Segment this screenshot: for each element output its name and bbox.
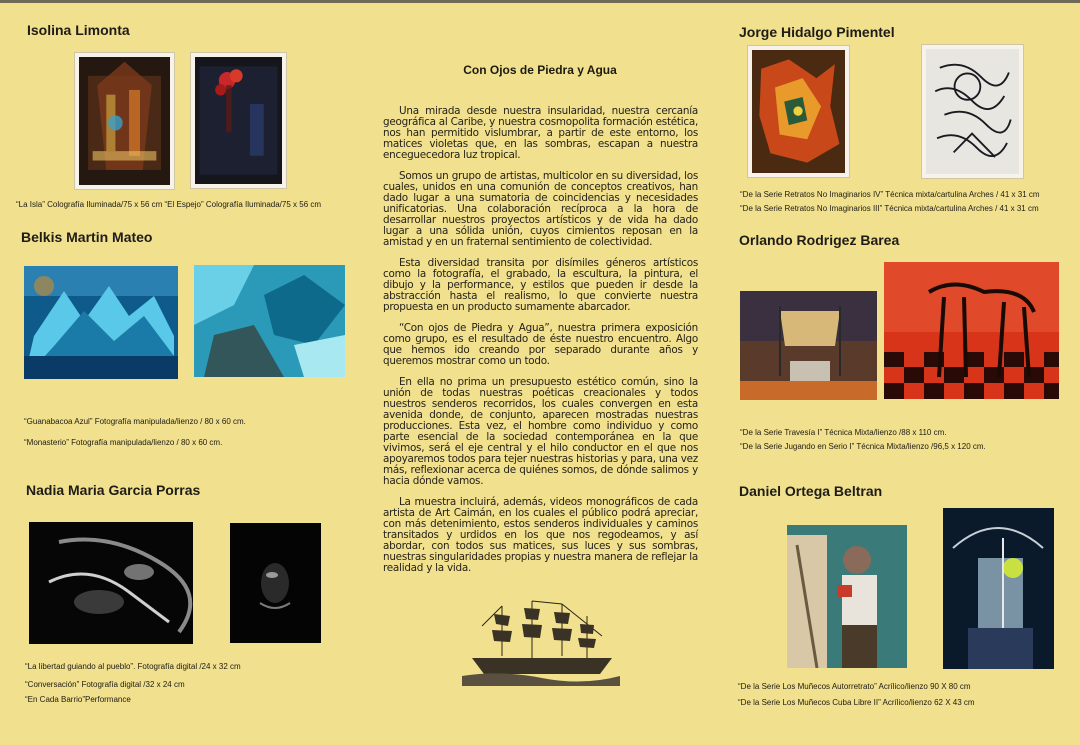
artwork-travesia-i[interactable] [740,291,877,400]
artwork-jugando-en-serio-i[interactable] [884,262,1059,399]
artwork-retratos-iii[interactable] [922,45,1023,178]
artwork-autorretrato[interactable] [787,525,907,668]
essay-paragraph: Una mirada desde nuestra insularidad, nuestra cercanía geográfica al Caribe, y nuestra cosmopolita formación estética, nos han permitido vislumbrar, a partir de este entorno, los matices violetas que, en las sombras, escapan a nuestra enceguecedora luz tropical. [383,105,698,161]
essay-paragraph: En ella no prima un presupuesto estético común, sino la unión de todas nuestras poéticas creacionales y todos nuestros senderos recorridos, los cuales convergen en esta avenida donde, de conjunto, aparecen mostradas nuestras producciones. Esta vez, el hombre como individuo y como parte esencial de la sociedad contemporánea en la que vivimos, será el eje central y el hilo conductor en el que nos apoyaremos todos para tejer nuestras historias y para, una vez más, reflexionar acerca de quiénes somos, de dónde salimos y hacia dónde vamos. [383,376,698,487]
essay-paragraph: Somos un grupo de artistas, multicolor en su diversidad, los cuales, unidos en una comunión de conceptos creativos, han dado lugar a una sumatoria de coincidencias y necesidades unificatorias. Una colaboración recíproca a la hora de desarrollar nuestros proyectos artísticos y de vida ha dado lugar a una sólida unión, cuyos cimientos reposan en la amistad y en un fraternal sentimiento de colectividad. [383,170,698,248]
essay-paragraph: La muestra incluirá, además, videos monográficos de cada artista de Art Caimán, en los cuales el público podrá apreciar, con más detenimiento, estos senderos individuales y caminos transitados y urdidos en los que nos regodeamos, y así abordar, con todos sus matices, sus luces y sus sombras, nuestras singularidades propias y nuestra manera de reflejar la realidad y la vida. [383,496,698,574]
caption-en-cada-barrio: “En Cada Barrio”Performance [25,695,131,704]
artist-name-belkis: Belkis Martin Mateo [21,229,153,245]
artwork-retratos-iv[interactable] [748,46,849,177]
caption-monasterio: “Monasterio” Fotografía manipulada/lienzo / 80 x 60 cm. [24,438,223,447]
caption-la-libertad: “La libertad guiando al pueblo”. Fotografía digital /24 x 32 cm [25,662,241,671]
caption-conversacion: “Conversación” Fotografía digital /32 x 24 cm [25,680,185,689]
essay-title: Con Ojos de Piedra y Agua [463,63,617,77]
artist-name-isolina: Isolina Limonta [27,22,130,38]
caption-guanabacoa-azul: “Guanabacoa Azul” Fotografía manipulada/lienzo / 80 x 60 cm. [24,417,246,426]
artist-name-daniel: Daniel Ortega Beltran [739,483,883,499]
artwork-el-espejo[interactable] [191,53,286,188]
caption-autorretrato: “De la Serie Los Muñecos Autorretrato” Acrílico/lienzo 90 X 80 cm [738,682,971,691]
artwork-guanabacoa-azul[interactable] [24,266,178,379]
caption-isolina: “La Isla” Colografía Iluminada/75 x 56 cm “El Espejo” Colografía Iluminada/75 x 56 cm [16,200,322,209]
artwork-monasterio[interactable] [194,265,345,377]
caption-retratos-iii: “De la Serie Retratos No Imaginarios III” Técnica mixta/cartulina Arches / 41 x 31 cm [740,204,1039,213]
artwork-la-isla[interactable] [75,53,174,189]
caption-jugando-en-serio-i: “De la Serie Jugando en Serio I” Técnica Mixta/lienzo /96,5 x 120 cm. [740,442,986,451]
artist-name-orlando: Orlando Rodrigez Barea [739,232,900,248]
caption-travesia-i: “De la Serie Travesía I” Técnica Mixta/lienzo /88 x 110 cm. [740,428,947,437]
artwork-la-libertad[interactable] [29,522,193,644]
caption-cuba-libre-ii: “De la Serie Los Muñecos Cuba Libre II” Acrílico/lienzo 62 X 43 cm [738,698,975,707]
artist-name-jorge: Jorge Hidalgo Pimentel [739,24,895,40]
essay-body [383,106,698,584]
top-edge [0,0,1080,3]
essay-paragraph: Esta diversidad transita por disímiles géneros artísticos como la fotografía, el grabado, la escultura, la pintura, el dibujo y la performance, y estilos que pueden ir desde la abstracción hasta el realismo, lo que convierte nuestra propuesta en un producto sumamente abarcador. [383,257,698,313]
essay-paragraph: “Con ojos de Piedra y Agua”, nuestra primera exposición como grupo, es el resultado de éste nuestro encuentro. Algo que hemos ido creando por separado durante años y queremos mostrar como un todo. [383,322,698,367]
artwork-cuba-libre-ii[interactable] [943,508,1054,669]
artwork-conversacion[interactable] [230,523,321,643]
caption-retratos-iv: “De la Serie Retratos No Imaginarios IV” Técnica mixta/cartulina Arches / 41 x 31 cm [740,190,1040,199]
ship-engraving [462,596,620,691]
artist-name-nadia: Nadia Maria Garcia Porras [26,482,201,498]
